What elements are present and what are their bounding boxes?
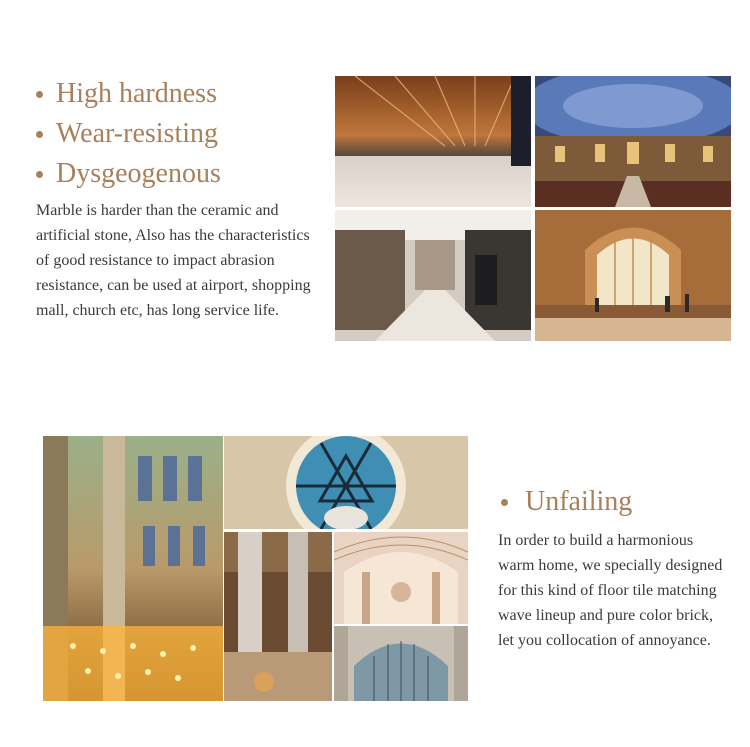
station-hall-photo — [535, 210, 731, 341]
description-paragraph: In order to build a harmonious warm home, we specially designed for this kind of floor tile matching wave lineup and pure color brick, let you collocation of annoyance. — [498, 532, 723, 649]
bullet-dot-icon — [36, 91, 43, 98]
bullet-dot-icon — [36, 131, 43, 138]
marble-column-photo — [224, 532, 332, 701]
feature-label: Wear-resisting — [56, 118, 219, 149]
bullet-dot-icon — [36, 171, 43, 178]
feature-list — [36, 74, 336, 194]
feature-label: Unfailing — [525, 486, 633, 517]
airport-hall-photo — [335, 76, 531, 207]
feature-item — [36, 114, 336, 154]
cathedral-interior-photo — [43, 436, 223, 701]
feature-label: Dysgeogenous — [56, 158, 221, 189]
dome-chandelier-photo — [224, 436, 468, 529]
glass-arcade-photo — [334, 626, 468, 701]
feature-item — [499, 482, 739, 522]
feature-item — [36, 74, 336, 114]
church-dome-photo — [535, 76, 731, 207]
description-paragraph: Marble is harder than the ceramic and artificial stone, Also has the characteristics of good resistance to impact abrasion resistance, can be used at airport, shopping mall, church etc, has long service life. — [36, 202, 311, 319]
feature-list — [499, 482, 739, 522]
shopping-mall-photo — [335, 210, 531, 341]
feature-label: High hardness — [56, 78, 217, 109]
bullet-dot-icon — [501, 499, 508, 506]
ornate-ceiling-photo — [334, 532, 468, 624]
feature-item — [36, 154, 336, 194]
